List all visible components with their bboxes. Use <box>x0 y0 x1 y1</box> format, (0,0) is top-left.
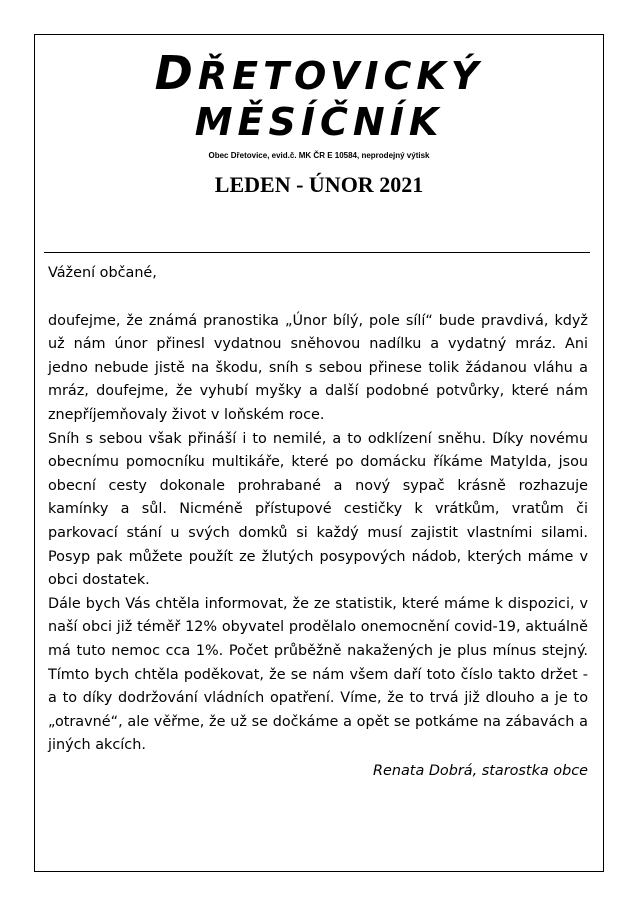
paragraph: Sníh s sebou však přináší i to nemilé, a to odklízení sněhu. Díky novému obecnímu pomocníku multikáře, které po domácku říkáme Matylda, jsou obecní cesty dokonale prohrabané a nový sypač krásně rozhazuje kamínky a sůl. Nicméně přístupové cestičky k vrátkům, vratům či parkovací stání u svých domků si každý musí zajistit vlastními silami. Posyp pak můžete použít ze žlutých posypových nádob, kterých máme v obci dostatek. <box>48 430 588 589</box>
title-rest: ŘETOVICKÝ <box>197 54 484 98</box>
greeting: Vážení občané, <box>48 265 157 281</box>
newsletter-title-line1 <box>34 46 604 100</box>
title-initial: D <box>154 46 198 100</box>
masthead <box>34 46 604 198</box>
newsletter-title-line2: MĚSÍČNÍK <box>194 100 444 144</box>
letter-body <box>48 262 588 783</box>
paragraph: doufejme, že známá pranostika „Únor bílý, pole sílí“ bude pravdivá, když už nám únor přinesl vydatnou sněhovou nadílku a vydatný mráz. Ani jedno nebude jistě na škodu, sníh s sebou přinese tolik žádanou vláhu a mráz, doufejme, že vyhubí myšky a další podobné potvůrky, které nám znepříjemňovaly život v loňském roce. <box>48 312 588 423</box>
header-divider <box>44 252 590 253</box>
signature: Renata Dobrá, starostka obce <box>373 762 588 779</box>
issue-date: LEDEN - ÚNOR 2021 <box>214 172 424 197</box>
registration-note: Obec Dřetovice, evid.č. MK ČR E 10584, neprodejný výtisk <box>208 151 430 160</box>
paragraph: Dále bych Vás chtěla informovat, že ze statistik, které máme k dispozici, v naší obci již téměř 12% obyvatel prodělalo onemocnění covid-19, aktuálně má tuto nemoc cca 1%. Počet průběžně nakažených je plus mínus stejný. Tímto bych chtěla poděkovat, že se nám všem daří toto číslo takto držet - a to díky dodržování vládních opatření. Víme, že to trvá již dlouho a je to „otravné“, ale věřme, že už se dočkáme a opět se potkáme na zábavách a jiných akcích. <box>48 595 588 754</box>
